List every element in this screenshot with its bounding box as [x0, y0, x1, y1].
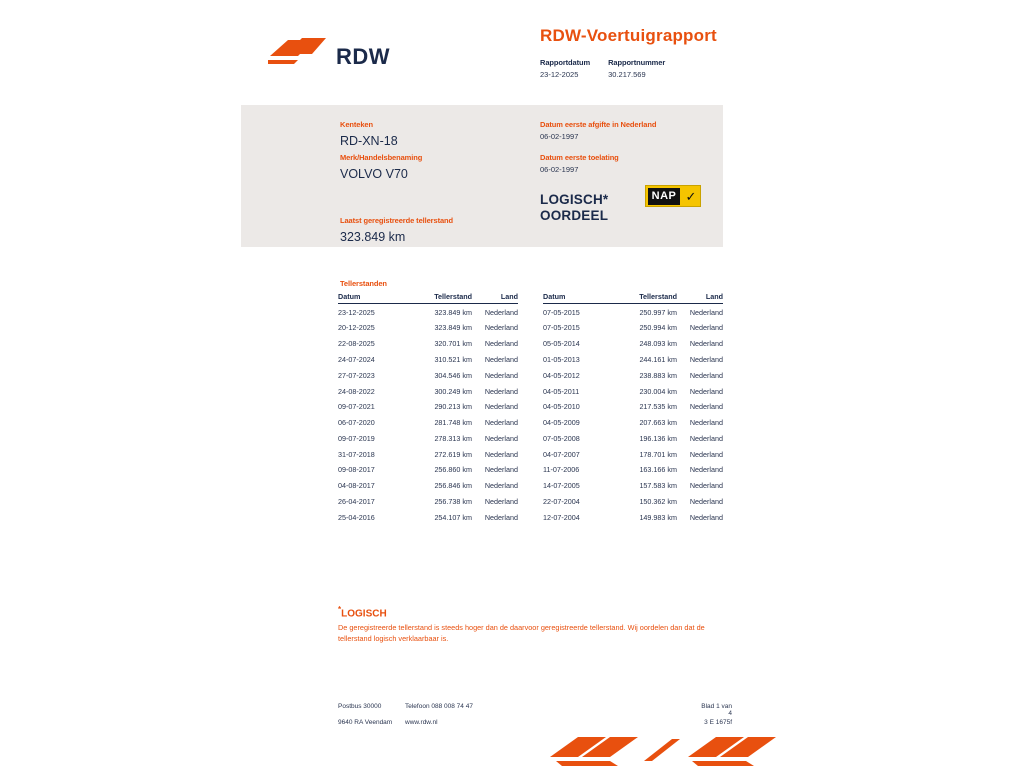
cell-tellerstand: 157.583 km — [639, 481, 677, 491]
cell-tellerstand: 310.521 km — [434, 354, 472, 364]
cell-land: Nederland — [689, 323, 723, 333]
cell-land: Nederland — [484, 481, 518, 491]
odometer-table-right — [543, 292, 723, 525]
cell-tellerstand: 150.362 km — [639, 496, 677, 506]
cell-land: Nederland — [689, 307, 723, 317]
cell-datum: 12-07-2004 — [543, 512, 580, 522]
table-row — [338, 493, 518, 509]
odometer-section-title: Tellerstanden — [340, 279, 387, 288]
licence-label: Kenteken — [340, 120, 373, 129]
cell-datum: 05-05-2014 — [543, 339, 580, 349]
cell-datum: 31-07-2018 — [338, 449, 375, 459]
cell-land: Nederland — [689, 512, 723, 522]
table-row — [338, 509, 518, 525]
cell-tellerstand: 281.748 km — [434, 418, 472, 428]
brand-value: VOLVO V70 — [340, 167, 408, 181]
last-odometer-label: Laatst geregistreerde tellerstand — [340, 216, 453, 225]
table-row — [338, 304, 518, 320]
table-header-row — [543, 292, 723, 304]
table-row — [338, 336, 518, 352]
verdict-line-2: OORDEEL — [540, 208, 609, 223]
cell-datum: 04-05-2011 — [543, 386, 580, 396]
cell-datum: 01-05-2013 — [543, 354, 580, 364]
cell-datum: 04-05-2010 — [543, 402, 580, 412]
report-meta — [540, 58, 665, 79]
cell-land: Nederland — [484, 433, 518, 443]
table-row — [338, 462, 518, 478]
table-row — [338, 367, 518, 383]
nap-badge-label: NAP — [648, 188, 680, 205]
table-row — [543, 320, 723, 336]
cell-datum: 09-07-2019 — [338, 433, 375, 443]
rdw-footer-graphic-icon — [548, 735, 788, 768]
cell-land: Nederland — [484, 354, 518, 364]
cell-datum: 07-05-2015 — [543, 323, 580, 333]
cell-datum: 20-12-2025 — [338, 323, 375, 333]
cell-tellerstand: 256.846 km — [434, 481, 472, 491]
table-row — [543, 478, 723, 494]
cell-tellerstand: 230.004 km — [639, 386, 677, 396]
footer-website: www.rdw.nl — [405, 719, 438, 726]
cell-land: Nederland — [484, 465, 518, 475]
report-date-value: 23-12-2025 — [540, 70, 579, 79]
cell-datum: 04-08-2017 — [338, 481, 375, 491]
first-admission-value: 06-02-1997 — [540, 165, 579, 174]
cell-datum: 27-07-2023 — [338, 370, 375, 380]
table-row — [338, 320, 518, 336]
table-row — [543, 446, 723, 462]
cell-tellerstand: 278.313 km — [434, 433, 472, 443]
table-row — [543, 304, 723, 320]
column-header-datum: Datum — [338, 292, 410, 304]
table-row — [543, 351, 723, 367]
cell-land: Nederland — [689, 354, 723, 364]
cell-land: Nederland — [689, 433, 723, 443]
table-row — [338, 414, 518, 430]
table-row — [543, 414, 723, 430]
cell-datum: 06-07-2020 — [338, 418, 375, 428]
cell-datum: 14-07-2005 — [543, 481, 580, 491]
table-row — [543, 336, 723, 352]
footer-phone: Telefoon 088 008 74 47 — [405, 703, 473, 710]
cell-datum: 07-05-2008 — [543, 433, 580, 443]
cell-tellerstand: 300.249 km — [434, 386, 472, 396]
report-date-label: Rapportdatum — [540, 58, 591, 67]
cell-tellerstand: 250.994 km — [639, 323, 677, 333]
cell-land: Nederland — [689, 496, 723, 506]
cell-land: Nederland — [484, 307, 518, 317]
footnote-star: * — [338, 605, 342, 614]
cell-tellerstand: 248.093 km — [639, 339, 677, 349]
brand-label: Merk/Handelsbenaming — [340, 153, 423, 162]
footer-doc-code: 3 E 1675f — [704, 719, 732, 726]
table-row — [338, 478, 518, 494]
cell-datum: 22-08-2025 — [338, 339, 375, 349]
rdw-logo — [268, 22, 391, 70]
cell-datum: 07-05-2015 — [543, 307, 580, 317]
odometer-table-left — [338, 292, 518, 525]
table-row — [338, 399, 518, 415]
table-header-row — [338, 292, 518, 304]
cell-tellerstand: 256.860 km — [434, 465, 472, 475]
cell-tellerstand: 323.849 km — [434, 307, 472, 317]
cell-land: Nederland — [689, 449, 723, 459]
cell-tellerstand: 256.738 km — [434, 496, 472, 506]
footer-address-line-2: 9640 RA Veendam — [338, 719, 393, 726]
table-row — [543, 462, 723, 478]
report-date-block — [540, 58, 606, 79]
rdw-arrow-logo-icon — [268, 30, 330, 64]
cell-datum: 24-08-2022 — [338, 386, 375, 396]
cell-land: Nederland — [689, 418, 723, 428]
last-odometer-value: 323.849 km — [340, 230, 406, 244]
cell-tellerstand: 320.701 km — [434, 339, 472, 349]
cell-tellerstand: 217.535 km — [639, 402, 677, 412]
cell-tellerstand: 323.849 km — [434, 323, 472, 333]
table-row — [543, 509, 723, 525]
verdict-text — [540, 192, 608, 224]
cell-datum: 25-04-2016 — [338, 512, 375, 522]
cell-tellerstand: 149.983 km — [639, 512, 677, 522]
table-row — [543, 493, 723, 509]
column-header-datum: Datum — [543, 292, 615, 304]
first-issue-nl-value: 06-02-1997 — [540, 132, 579, 141]
cell-datum: 22-07-2004 — [543, 496, 580, 506]
report-number-value: 30.217.569 — [608, 70, 646, 79]
column-header-land: Land — [472, 292, 518, 304]
verdict-line-1: LOGISCH* — [540, 192, 609, 207]
footnote-body: De geregistreerde tellerstand is steeds hoger dan de daarvoor geregistreerde tellerstand. Wij oordelen dan dat de tellerstand logisch verklaarbaar is. — [338, 623, 705, 643]
table-row — [338, 430, 518, 446]
cell-land: Nederland — [689, 386, 723, 396]
cell-land: Nederland — [484, 339, 518, 349]
cell-land: Nederland — [689, 465, 723, 475]
cell-land: Nederland — [484, 449, 518, 459]
check-icon: ✓ — [685, 189, 697, 204]
cell-tellerstand: 272.619 km — [434, 449, 472, 459]
report-number-label: Rapportnummer — [608, 58, 666, 67]
cell-land: Nederland — [484, 418, 518, 428]
panel-corner-notch — [241, 232, 301, 247]
cell-land: Nederland — [484, 512, 518, 522]
table-row — [543, 399, 723, 415]
report-number-block — [608, 58, 665, 79]
footer-address-line-1: Postbus 30000 — [338, 703, 382, 710]
cell-datum: 04-05-2009 — [543, 418, 580, 428]
table-row — [543, 383, 723, 399]
cell-tellerstand: 304.546 km — [434, 370, 472, 380]
cell-tellerstand: 254.107 km — [434, 512, 472, 522]
logo-wordmark: RDW — [336, 44, 391, 69]
cell-datum: 23-12-2025 — [338, 307, 375, 317]
cell-land: Nederland — [689, 481, 723, 491]
cell-land: Nederland — [484, 496, 518, 506]
cell-datum: 04-05-2012 — [543, 370, 580, 380]
cell-land: Nederland — [689, 370, 723, 380]
licence-value: RD-XN-18 — [340, 134, 398, 148]
column-header-land: Land — [677, 292, 723, 304]
table-row — [338, 446, 518, 462]
cell-tellerstand: 207.663 km — [639, 418, 677, 428]
table-row — [543, 367, 723, 383]
cell-tellerstand: 250.997 km — [639, 307, 677, 317]
cell-land: Nederland — [484, 402, 518, 412]
cell-datum: 24-07-2024 — [338, 354, 375, 364]
cell-land: Nederland — [484, 323, 518, 333]
cell-datum: 09-08-2017 — [338, 465, 375, 475]
column-header-tellerstand: Tellerstand — [410, 292, 472, 304]
footer-page-info: Blad 1 van 4 — [701, 703, 732, 717]
footnote-title-text: LOGISCH — [341, 608, 387, 620]
cell-tellerstand: 178.701 km — [639, 449, 677, 459]
footnote-title — [338, 605, 387, 619]
cell-tellerstand: 163.166 km — [639, 465, 677, 475]
cell-datum: 04-07-2007 — [543, 449, 580, 459]
table-row — [338, 383, 518, 399]
cell-tellerstand: 196.136 km — [639, 433, 677, 443]
column-header-tellerstand: Tellerstand — [615, 292, 677, 304]
first-admission-label: Datum eerste toelating — [540, 153, 619, 162]
cell-tellerstand: 290.213 km — [434, 402, 472, 412]
cell-land: Nederland — [689, 402, 723, 412]
table-row — [543, 430, 723, 446]
cell-datum: 26-04-2017 — [338, 496, 375, 506]
cell-land: Nederland — [484, 370, 518, 380]
cell-land: Nederland — [484, 386, 518, 396]
vehicle-summary-panel — [241, 105, 723, 247]
first-issue-nl-label: Datum eerste afgifte in Nederland — [540, 120, 657, 129]
cell-tellerstand: 238.883 km — [639, 370, 677, 380]
cell-tellerstand: 244.161 km — [639, 354, 677, 364]
report-title: RDW-Voertuigrapport — [540, 26, 717, 45]
nap-badge — [645, 185, 701, 207]
cell-datum: 09-07-2021 — [338, 402, 375, 412]
cell-land: Nederland — [689, 339, 723, 349]
table-row — [338, 351, 518, 367]
cell-datum: 11-07-2006 — [543, 465, 580, 475]
